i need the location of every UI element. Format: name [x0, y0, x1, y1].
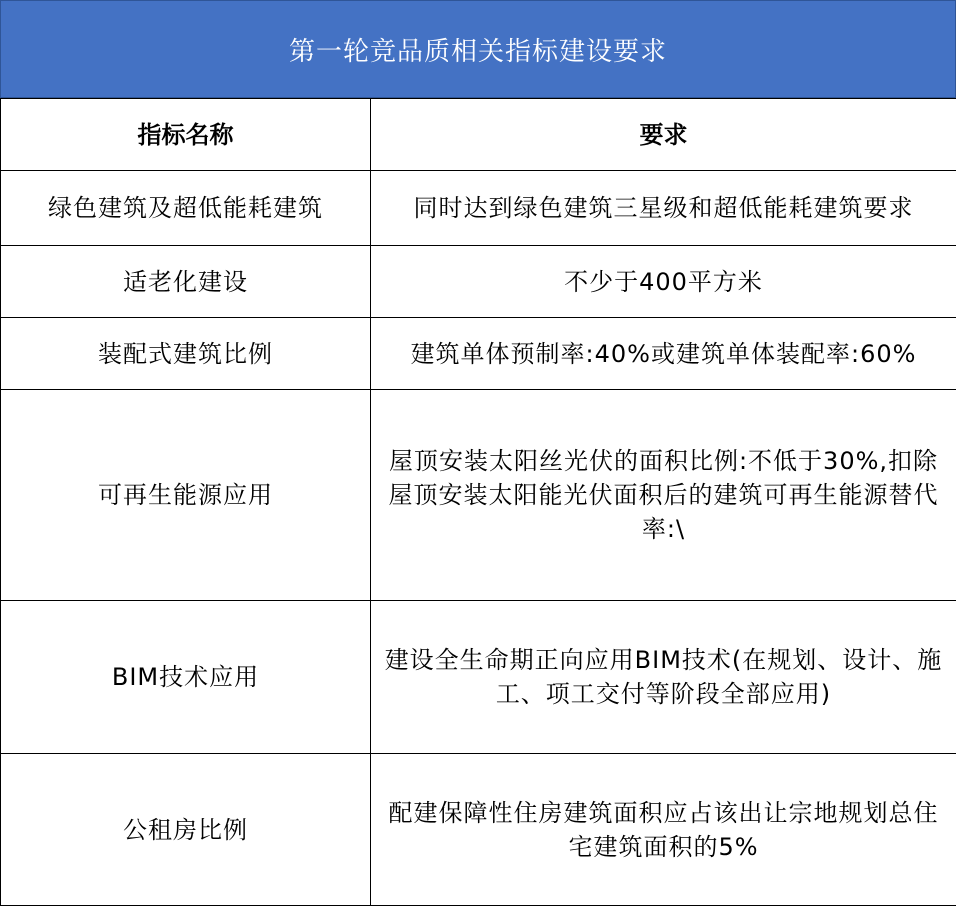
requirement-cell: 建设全生命期正向应用BIM技术(在规划、设计、施工、项工交付等阶段全部应用) [371, 601, 956, 754]
header-requirement: 要求 [371, 99, 956, 171]
table-title: 第一轮竞品质相关指标建设要求 [0, 0, 956, 98]
table-row [1, 601, 956, 754]
table-row [1, 318, 956, 390]
header-indicator-name: 指标名称 [1, 99, 371, 171]
requirement-cell: 同时达到绿色建筑三星级和超低能耗建筑要求 [371, 171, 956, 246]
table-row [1, 754, 956, 906]
indicator-name-cell: 适老化建设 [1, 246, 371, 318]
table-row [1, 171, 956, 246]
table-row [1, 246, 956, 318]
table-row [1, 390, 956, 601]
requirement-cell: 建筑单体预制率:40%或建筑单体装配率:60% [371, 318, 956, 390]
requirement-cell: 屋顶安装太阳丝光伏的面积比例:不低于30%,扣除屋顶安装太阳能光伏面积后的建筑可再生能源替代率:\ [371, 390, 956, 601]
indicator-name-cell: BIM技术应用 [1, 601, 371, 754]
requirement-cell: 不少于400平方米 [371, 246, 956, 318]
requirements-table [0, 98, 956, 906]
indicator-name-cell: 绿色建筑及超低能耗建筑 [1, 171, 371, 246]
requirement-cell: 配建保障性住房建筑面积应占该出让宗地规划总住宅建筑面积的5% [371, 754, 956, 906]
indicator-name-cell: 公租房比例 [1, 754, 371, 906]
indicator-name-cell: 装配式建筑比例 [1, 318, 371, 390]
table-header-row [1, 99, 956, 171]
indicator-name-cell: 可再生能源应用 [1, 390, 371, 601]
